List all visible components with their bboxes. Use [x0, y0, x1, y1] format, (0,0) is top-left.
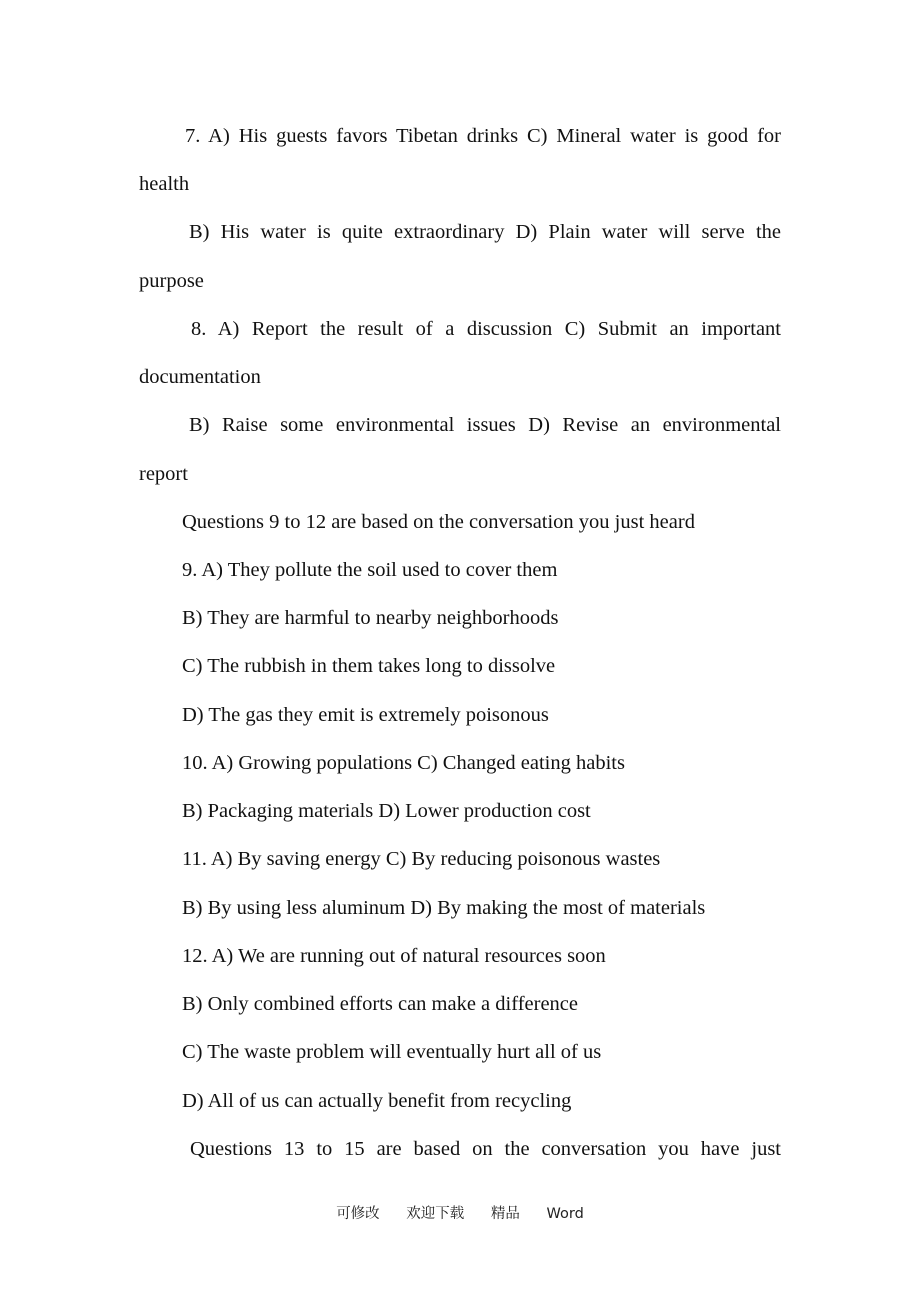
q12-option-a: 12. A) We are running out of natural resources soon	[182, 945, 606, 967]
q12-option-b: B) Only combined efforts can make a difference	[182, 993, 578, 1015]
section-heading-q9-12: Questions 9 to 12 are based on the conversation you just heard	[182, 511, 695, 533]
q12-option-c: C) The waste problem will eventually hurt all of us	[182, 1041, 602, 1063]
footer-editable-label: 可修改	[336, 1206, 380, 1222]
q8-options-bd: B) Raise some environmental issues D) Revise an environmental	[189, 414, 781, 436]
page-footer	[0, 1203, 920, 1225]
footer-download-label: 欢迎下载	[406, 1206, 465, 1222]
q9-option-d: D) The gas they emit is extremely poisonous	[182, 704, 549, 726]
q8-options-ac-wrap: documentation	[139, 366, 261, 388]
q7-options-ac: 7. A) His guests favors Tibetan drinks C) Mineral water is good for	[185, 125, 781, 147]
section-heading-q13-15: Questions 13 to 15 are based on the conversation you have just	[190, 1138, 781, 1160]
footer-quality-label: 精品	[490, 1206, 520, 1222]
q10-options-ac: 10. A) Growing populations C) Changed eating habits	[182, 752, 625, 774]
q11-options-ac: 11. A) By saving energy C) By reducing poisonous wastes	[182, 848, 661, 870]
footer-format-label: Word	[546, 1206, 584, 1222]
q11-options-bd: B) By using less aluminum D) By making the most of materials	[182, 897, 706, 919]
q9-option-b: B) They are harmful to nearby neighborhoods	[182, 607, 559, 629]
q10-options-bd: B) Packaging materials D) Lower production cost	[182, 800, 591, 822]
q8-options-ac: 8. A) Report the result of a discussion C) Submit an important	[191, 318, 781, 340]
q8-options-bd-wrap: report	[139, 463, 188, 485]
q7-options-ac-wrap: health	[139, 173, 190, 195]
q7-options-bd-wrap: purpose	[139, 270, 204, 292]
q9-option-a: 9. A) They pollute the soil used to cover them	[182, 559, 558, 581]
q7-options-bd: B) His water is quite extraordinary D) Plain water will serve the	[189, 221, 781, 243]
q12-option-d: D) All of us can actually benefit from recycling	[182, 1090, 572, 1112]
q9-option-c: C) The rubbish in them takes long to dissolve	[182, 655, 556, 677]
